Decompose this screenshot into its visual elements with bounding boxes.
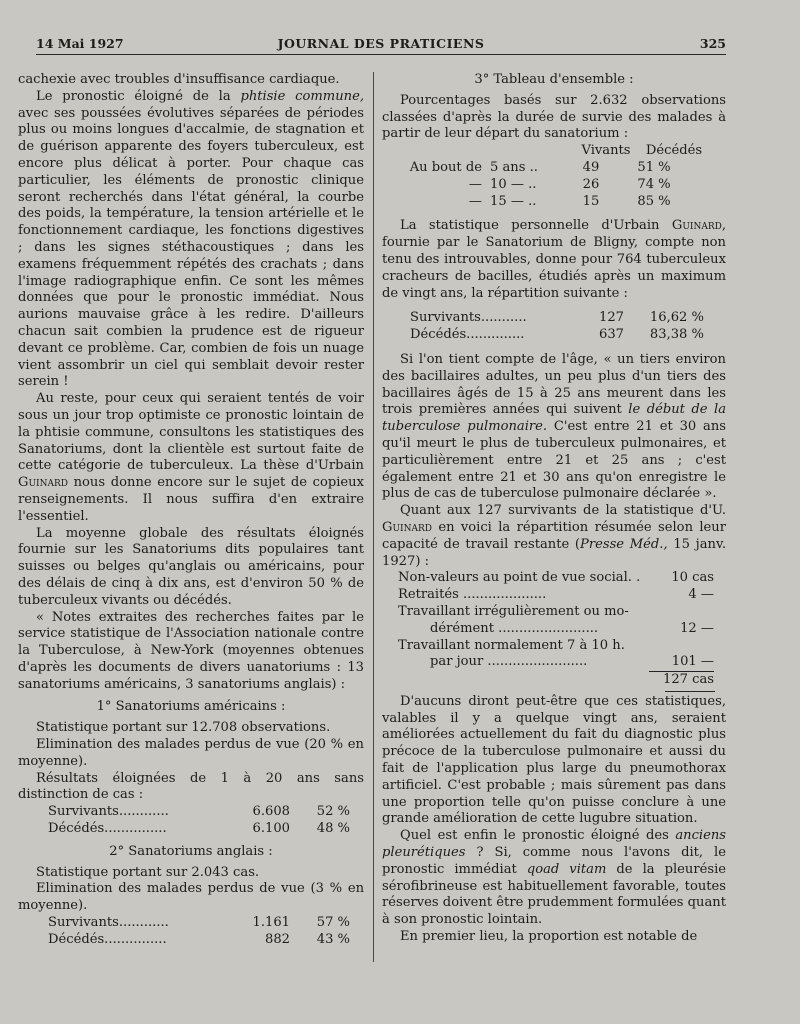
journal-title: JOURNAL DES PRATICIENS: [277, 36, 485, 51]
stat-line: Statistique portant sur 12.708 observations.: [36, 720, 331, 736]
stat-table: [18, 804, 364, 838]
table-row: Travaillant irrégulièrement ou mo-: [398, 603, 629, 619]
paragraph: Quant aux 127 survivants de la statistique d'U. Guinard en voici la répartition résumée selon leur capacité de travail restante (Presse Méd., 15 janv. 1927) :: [382, 503, 726, 569]
header-date: 14 Mai 1927: [36, 36, 124, 51]
paragraph: Au reste, pour ceux qui seraient tentés de voir sous un jour trop optimiste ce pronostic lointain de la phtisie commune, consultons les statistiques des Sanatoriums, dont la clientèle est surtout faite de cette catégorie de tuberculeux. La thèse d'Urbain Guinard nous donne encore sur le sujet de copieux renseignements. Il nous suffira d'en extraire l'essentiel.: [18, 391, 364, 524]
page-number: 325: [699, 36, 726, 51]
table-row: Décédés............... 882 43 %: [48, 931, 350, 947]
paragraph: La moyenne globale des résultats éloignés fournie sur les Sanatoriums dits populaires tant suisses ou belges qu'anglais ou américains, pour des délais de cinq à dix ans, est d'environ 50 % de tuberculeux vivants ou décédés.: [18, 525, 364, 608]
right-column: [382, 72, 726, 946]
table-row: Survivants........... 127 16,62 %: [410, 310, 704, 326]
paragraph: Pourcentages basés sur 2.632 observations classées d'après la durée de survie des malades à partir de leur départ du sanatorium :: [382, 92, 726, 142]
table-row: — 10 — .. 26 74 %: [468, 176, 671, 192]
left-column: [18, 72, 364, 949]
table-total: 127 cas: [382, 671, 726, 689]
section-heading: 3° Tableau d'ensemble :: [474, 72, 634, 87]
survival-table: [382, 143, 726, 210]
paragraph: En premier lieu, la proportion est notable de: [400, 929, 698, 945]
table-row: — 15 — .. 15 85 %: [468, 193, 671, 209]
table-row: Au bout de 5 ans .. 49 51 %: [409, 159, 671, 175]
section-rule: [665, 691, 715, 692]
column-divider: [373, 72, 374, 962]
paragraph: Quel est enfin le pronostic éloigné des anciens pleurétiques ? Si, comme nous l'avons dit, le pronostic immédiat qoad vitam de la pleurésie sérofibrineuse est habituellement favorable, toutes réserves doivent être prudemment formulées quant à son pronostic lointain.: [382, 828, 727, 928]
paragraph: D'aucuns diront peut-être que ces statistiques, valables il y a quelque vingt ans, seraient améliorées actuellement du fait du diagnostic plus précoce de la tuberculose pulmonaire et aussi du fait de l'application plus large du pneumothorax artificiel. C'est probable ; mais sûrement pas dans une proportion telle qu'on puisse conclure à une grande amélioration de cette lugubre situation.: [382, 693, 726, 827]
stat-table: [382, 310, 726, 344]
stat-line: Elimination des malades perdus de vue (3 % en moyenne).: [18, 881, 364, 914]
table-row: Survivants............ 1.161 57 %: [48, 915, 350, 931]
section-heading: 2° Sanatoriums anglais :: [109, 843, 273, 859]
table-header: Vivants Décédés: [581, 143, 703, 159]
stat-line: Statistique portant sur 2.043 cas.: [36, 864, 260, 880]
quote-paragraph: « Notes extraites des recherches faites par le service statistique de l'Association nationale contre la Tuberculose, à New-York (moyennes obtenues d'après les documents de divers uanatoriums : 13 sanatoriums américains, 3 sanatoriums anglais) :: [18, 609, 364, 692]
paragraph: Si l'on tient compte de l'âge, « un tiers environ des bacillaires adultes, un peu plus d'un tiers des bacillaires âgés de 15 à 25 ans meurent dans les trois premières années qui suivent le début de la tuberculose pulmonaire. C'est entre 21 et 30 ans qu'il meurt le plus de tuberculeux pulmonaires, et particulièrement entre 21 et 25 ans ; c'est également entre 21 et 30 ans qu'on enregistre le plus de cas de tuberculose pulmonaire déclarée ».: [382, 351, 726, 502]
table-row: Non-valeurs au point de vue social. . 10 cas: [398, 570, 714, 586]
table-row: Travaillant normalement 7 à 10 h.: [398, 637, 625, 653]
stat-line: Résultats éloignées de 1 à 20 ans sans distinction de cas :: [18, 770, 364, 803]
paragraph: La statistique personnelle d'Urbain Guinard, fournie par le Sanatorium de Bligny, compte non tenu des introuvables, donne pour 764 tuberculeux cracheurs de bacilles, étudiés après un maximum de vingt ans, la répartition suivante :: [382, 218, 726, 301]
running-header: [36, 36, 726, 55]
table-row: Décédés............... 6.100 48 %: [48, 821, 350, 837]
table-row: dérément ........................ 12 —: [430, 620, 714, 636]
work-capacity-table: [382, 570, 726, 689]
section-heading: 1° Sanatoriums américains :: [96, 699, 286, 715]
paragraph: cachexie avec troubles d'insuffisance cardiaque.: [18, 72, 340, 87]
paragraph: Le pronostic éloigné de la phtisie commune, avec ses poussées évolutives séparées de périodes plus ou moins longues d'accalmie, de stagnation et de guérison apparente des foyers tuberculeux, est encore plus délicat à porter. Pour chaque cas particulier, les éléments de pronostic clinique seront recherchés dans l'état général, la courbe des poids, la température, la tension artérielle et le fonctionnement cardiaque, les fonctions digestives ; dans les signes stéthacoustiques ; dans les examens fréquemment répétés des crachats ; dans l'image radiographique enfin. Ce sont les mêmes données que pour le pronostic immédiat. Nous aurions mauvaise grâce à les redire. D'ailleurs chacun sait combien la prudence est de rigueur devant ce problème. Car, combien de fois un nuage vient assombrir un ciel qui semblait devoir rester serein !: [18, 88, 364, 390]
table-row: Retraités .................... 4 —: [398, 587, 714, 603]
table-row: Décédés.............. 637 83,38 %: [410, 327, 704, 343]
stat-line: Elimination des malades perdus de vue (20 % en moyenne).: [18, 737, 364, 769]
table-row: Survivants............ 6.608 52 %: [48, 804, 350, 820]
stat-table: [18, 915, 364, 949]
table-row: par jour ........................ 101 —: [430, 654, 714, 670]
